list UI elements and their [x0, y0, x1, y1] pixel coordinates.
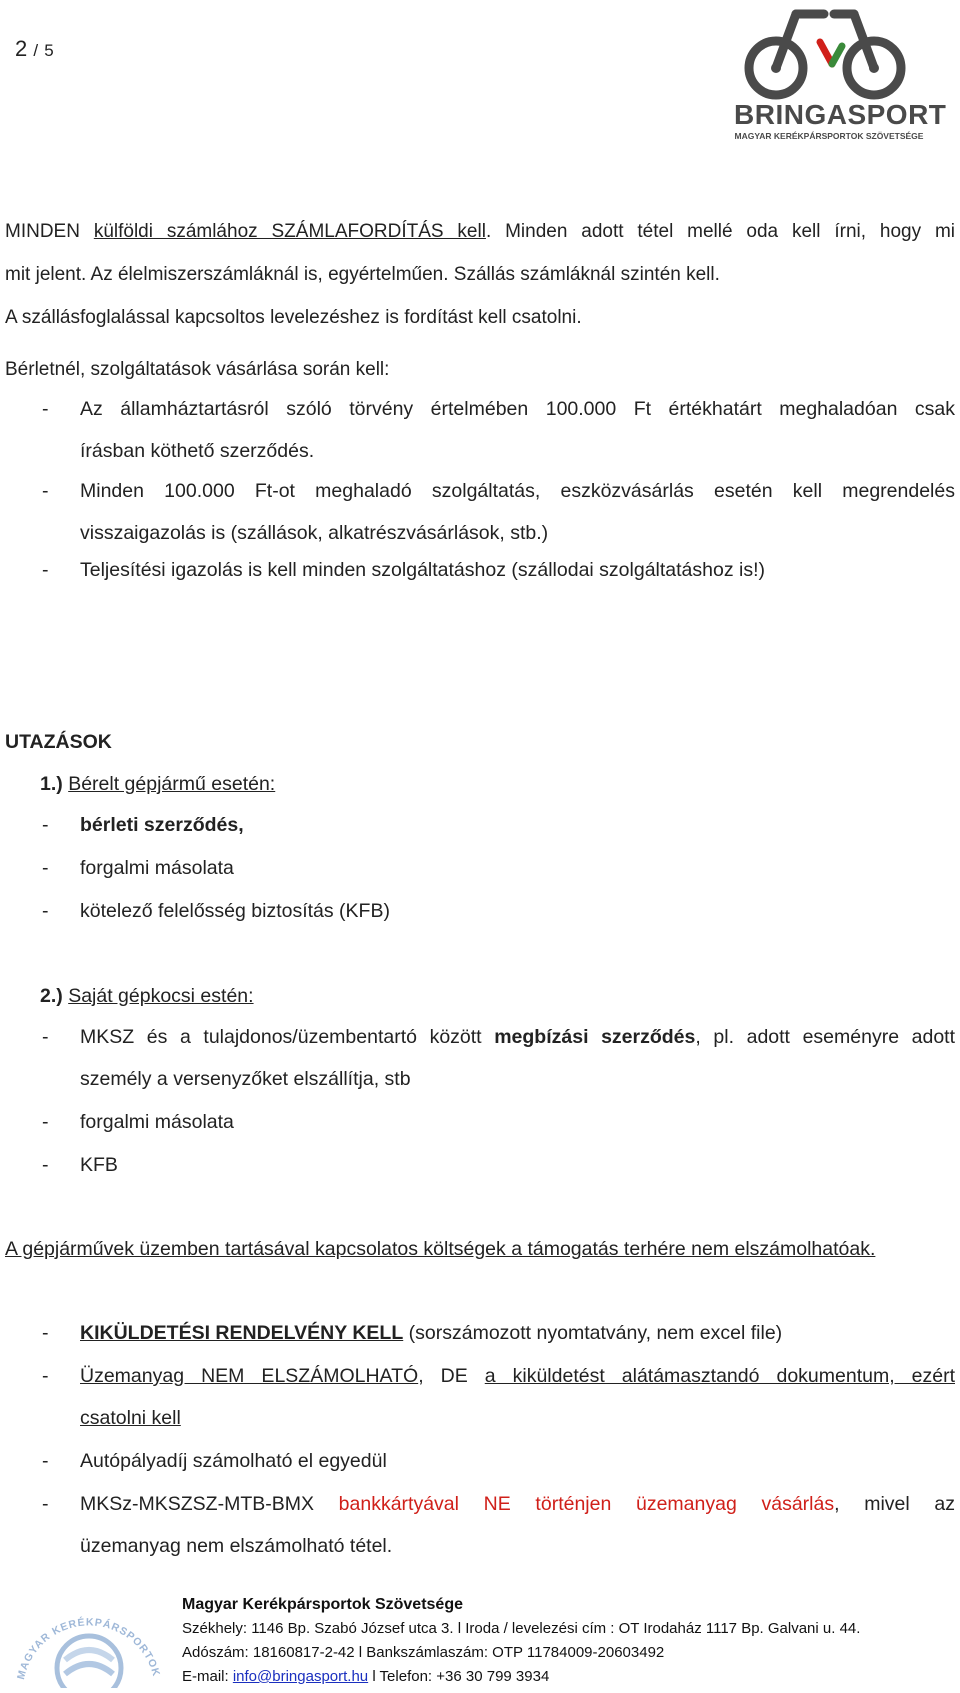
list-item: - bérleti szerződés,	[42, 814, 244, 836]
vehicle-cost-notice: A gépjárművek üzemben tartásával kapcsolatos költségek a támogatás terhére nem elszámolhatóak.	[5, 1238, 876, 1260]
footer-tax: Adószám: 18160817-2-42 l Bankszámlaszám: OTP 11784009-20603492	[182, 1644, 665, 1661]
foreign-invoice-rule: külföldi számlához SZÁMLAFORDÍTÁS kell	[93, 221, 486, 242]
rent-heading: Bérletnél, szolgáltatások vásárlása során kell:	[5, 359, 390, 380]
logo-subtitle: MAGYAR KERÉKPÁRSPORTOK SZÖVETSÉGE	[734, 131, 924, 141]
list-item: - Üzemanyag NEM ELSZÁMOLHATÓ, DE a kiküldetést alátámasztandó dokumentum, ezért csatolni kell	[42, 1365, 955, 1429]
emblem-icon	[10, 1590, 168, 1688]
footer-contact: E-mail: info@bringasport.hu l Telefon: +36 30 799 3934	[182, 1668, 550, 1685]
intro-paragraph: MINDEN külföldi számlához SZÁMLAFORDÍTÁS kell. Minden adott tétel mellé oda kell írni, hogy mi mit jelent. Az élelmiszerszámláknál is, egyértelműen. Szállás számláknál szintén kell. A szállásfoglalással kapcsoltos levelezéshez is fordítást kell csatolni.	[5, 221, 955, 328]
list-item: - KIKÜLDETÉSI RENDELVÉNY KELL (sorszámozott nyomtatvány, nem excel file)	[42, 1322, 783, 1344]
list-item: - KFB	[42, 1154, 118, 1176]
card-warning: bankkártyával NE történjen üzemanyag vásárlás	[338, 1493, 835, 1515]
page-number: 2 / 5	[15, 36, 54, 61]
list-item: - forgalmi másolata	[42, 1111, 234, 1133]
federation-emblem	[10, 1590, 168, 1688]
bringasport-logo	[728, 6, 947, 141]
own-car-heading: 2.) Saját gépkocsi estén:	[40, 985, 254, 1007]
email-link[interactable]: info@bringasport.hu	[232, 1668, 369, 1685]
section-heading-travel: UTAZÁSOK	[5, 731, 112, 753]
footer-org: Magyar Kerékpársportok Szövetsége	[182, 1596, 463, 1613]
list-item: - Autópályadíj számolható el egyedül	[42, 1450, 387, 1472]
list-item: - MKSZ és a tulajdonos/üzembentartó között megbízási szerződés, pl. adott eseményre adott személy a versenyzőket elszállítja, stb	[42, 1026, 956, 1090]
rented-vehicle-heading: 1.) Bérelt gépjármű esetén:	[40, 773, 276, 795]
list-item: - forgalmi másolata	[42, 857, 234, 879]
bicycle-icon	[728, 6, 928, 101]
list-item: - MKSz-MKSZSZ-MTB-BMX bankkártyával NE történjen üzemanyag vásárlás, mivel az üzemanyag nem elszámolható tétel.	[42, 1493, 955, 1557]
list-item: - Az államháztartásról szóló törvény értelmében 100.000 Ft értékhatárt meghaladóan csak írásban köthető szerződés.	[42, 398, 955, 462]
logo-name: BRINGASPORT	[734, 99, 947, 130]
list-item: - Teljesítési igazolás is kell minden szolgáltatáshoz (szállodai szolgáltatáshoz is!)	[42, 559, 765, 581]
svg-text:MAGYAR KERÉKPÁRSPORTOK SZÖVETS: MAGYAR KERÉKPÁRSPORTOK	[15, 1616, 163, 1681]
footer-address: Székhely: 1146 Bp. Szabó József utca 3. l Iroda / levelezési cím : OT Irodaház 1117 Bp. Galvani u. 44.	[182, 1620, 861, 1637]
list-item: - Minden 100.000 Ft-ot meghaladó szolgáltatás, eszközvásárlás esetén kell megrendelés visszaigazolás is (szállások, alkatrészvásárlások, stb.)	[42, 480, 955, 544]
list-item: - kötelező felelősség biztosítás (KFB)	[42, 900, 390, 922]
